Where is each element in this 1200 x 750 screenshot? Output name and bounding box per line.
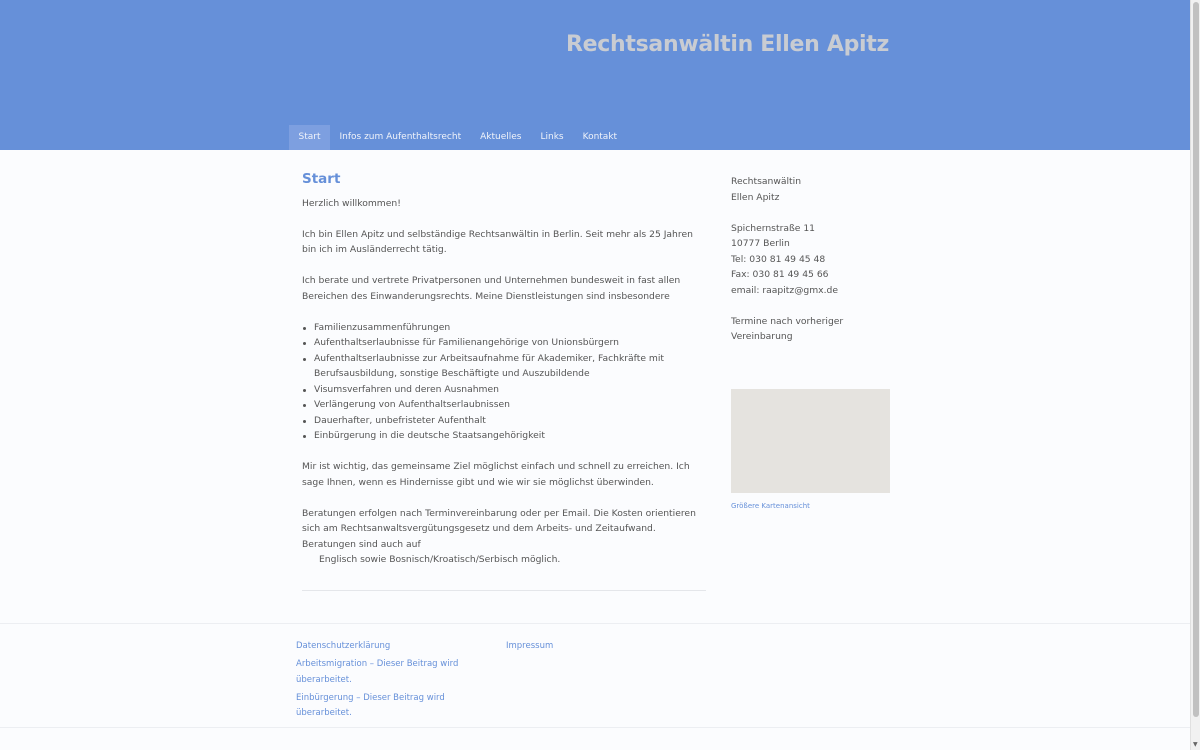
phone: Tel: 030 81 49 45 48 [731, 253, 826, 265]
paragraph: Ich berate und vertrete Privatpersonen und Unternehmen bundesweit in fast allen Bereichen des Einwanderungsrechts. Meine Dienstleistungen sind insbesondere [302, 275, 681, 302]
nav-infos-aufenthaltsrecht[interactable]: Infos zum Aufenthaltsrecht [339, 132, 462, 142]
nav-kontakt[interactable]: Kontakt [582, 132, 618, 142]
paragraph: Ich bin Ellen Apitz und selbständige Rechtsanwältin in Berlin. Seit mehr als 25 Jahren bin ich im Ausländerrecht tätig. [302, 228, 693, 255]
divider [302, 590, 706, 591]
paragraph [302, 506, 706, 568]
sidebar [731, 174, 891, 514]
text-line: Rechtsanwältin [731, 176, 802, 187]
services-list [314, 320, 706, 444]
paragraph-text: Beratungen erfolgen nach Terminvereinbarung oder per Email. Die Kosten orientieren sich am Rechtsanwaltsvergütungsgesetz und dem Arbeits- und Zeitaufwand. Beratungen sind auch auf [302, 507, 696, 550]
list-item: Familienzusammenführungen [314, 320, 706, 336]
larger-map-link[interactable]: Größere Kartenansicht [731, 501, 810, 510]
nav-start[interactable]: Start [289, 125, 330, 150]
list-item: Aufenthaltserlaubnisse für Familienangehörige von Unionsbürgern [314, 335, 706, 351]
paragraph: Herzlich willkommen! [302, 197, 401, 209]
text-line: Vereinbarung [731, 331, 793, 342]
email: email: raapitz@gmx.de [731, 284, 839, 296]
footer-column-1 [296, 639, 476, 724]
scrollbar[interactable] [1190, 0, 1200, 750]
text-line: Ellen Apitz [731, 191, 780, 203]
text-line: Termine nach vorheriger [731, 315, 844, 327]
main-nav [289, 125, 627, 150]
text-line: Spichernstraße 11 [731, 222, 816, 234]
site-title[interactable]: Rechtsanwältin Ellen Apitz [566, 32, 889, 57]
text-line: 10777 Berlin [731, 238, 790, 249]
list-item: Einbürgerung in die deutsche Staatsangehörigkeit [314, 428, 706, 444]
list-item: Verlängerung von Aufenthaltserlaubnissen [314, 397, 706, 413]
nav-links[interactable]: Links [540, 132, 564, 142]
list-item: Aufenthaltserlaubnisse zur Arbeitsaufnahme für Akademiker, Fachkräfte mit Berufsausbildung, sonstige Beschäftigte und Auszubildende [314, 351, 706, 382]
contact-address [731, 221, 891, 299]
scrollbar-thumb[interactable] [1193, 2, 1199, 717]
nav-aktuelles[interactable]: Aktuelles [480, 132, 522, 142]
page-title: Start [302, 171, 341, 187]
footer-link-einbuergerung[interactable]: Einbürgerung – Dieser Beitrag wird überarbeitet. [296, 692, 445, 718]
paragraph: Mir ist wichtig, das gemeinsame Ziel möglichst einfach und schnell zu erreichen. Ich sage Ihnen, wenn es Hindernisse gibt und wie wir sie möglichst überwinden. [302, 461, 690, 488]
main-content [302, 172, 706, 591]
appointment-note [731, 314, 891, 345]
scroll-down-arrow-icon[interactable]: ▼ [1193, 741, 1198, 748]
footer-link-datenschutz[interactable]: Datenschutzerklärung [296, 641, 391, 651]
site-header [0, 0, 1190, 150]
map-embed[interactable] [731, 389, 890, 493]
footer-column-2 [506, 639, 656, 657]
footer-link-impressum[interactable]: Impressum [506, 641, 554, 651]
list-item: Visumsverfahren und deren Ausnahmen [314, 382, 706, 398]
contact-name [731, 174, 891, 205]
paragraph-text: Englisch sowie Bosnisch/Kroatisch/Serbisch möglich. [319, 554, 561, 565]
list-item: Dauerhafter, unbefristeter Aufenthalt [314, 413, 706, 429]
footer [0, 623, 1190, 728]
footer-link-arbeitsmigration[interactable]: Arbeitsmigration – Dieser Beitrag wird überarbeitet. [296, 659, 459, 685]
fax: Fax: 030 81 49 45 66 [731, 269, 829, 280]
